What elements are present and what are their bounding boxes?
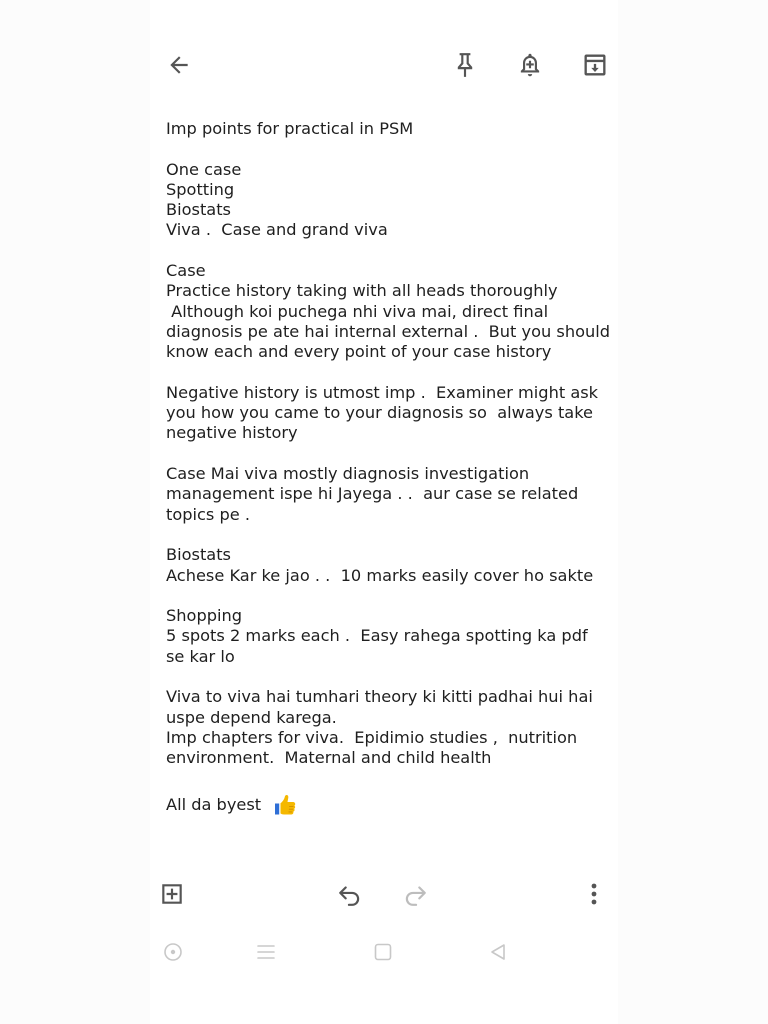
undo-icon [337, 881, 363, 907]
circle-dot-icon [163, 942, 183, 962]
note-line [166, 444, 612, 464]
note-line: Achese Kar ke jao . . 10 marks easily cover ho sakte [166, 565, 594, 585]
note-line [166, 667, 612, 687]
menu-lines-icon [256, 943, 276, 961]
note-line: know each and every point of your case history [166, 342, 552, 362]
recents-nav-button[interactable] [254, 940, 278, 964]
note-line [166, 769, 612, 789]
note-line: negative history [166, 423, 298, 443]
note-line: Viva . Case and grand viva [166, 220, 388, 240]
arrow-left-icon [166, 52, 192, 78]
archive-button[interactable] [578, 48, 612, 82]
note-line [166, 241, 612, 261]
bell-plus-icon [517, 51, 543, 79]
note-line: uspe depend karega. [166, 707, 337, 727]
more-vertical-icon [590, 881, 598, 907]
note-line: Case Mai viva mostly diagnosis investigation [166, 464, 530, 484]
note-content[interactable] [166, 119, 612, 818]
home-nav-button[interactable] [371, 940, 395, 964]
note-line: One case [166, 159, 242, 179]
note-line: Viva to viva hai tumhari theory ki kitti padhai hui hai [166, 687, 593, 707]
redo-icon [402, 881, 428, 907]
back-nav-button[interactable] [486, 940, 510, 964]
note-line [166, 363, 612, 383]
note-line: topics pe . [166, 504, 251, 524]
thumbs-up-icon [272, 792, 298, 818]
note-line [166, 586, 612, 606]
pin-icon [452, 51, 478, 79]
assistant-nav-button[interactable] [161, 940, 185, 964]
redo-button[interactable] [400, 879, 430, 909]
note-line: you how you came to your diagnosis so always take [166, 403, 593, 423]
note-line: Imp points for practical in PSM [166, 119, 414, 138]
note-line: Biostats [166, 200, 231, 220]
note-line: environment. Maternal and child health [166, 748, 492, 768]
more-options-button[interactable] [580, 879, 608, 909]
note-line: diagnosis pe ate hai internal external . But you should [166, 321, 611, 341]
add-content-button[interactable] [157, 879, 187, 909]
note-line: Negative history is utmost imp . Examiner might ask [166, 382, 599, 402]
triangle-back-icon [488, 942, 508, 962]
note-line [166, 139, 612, 159]
archive-down-icon [581, 51, 609, 79]
reminder-button[interactable] [513, 48, 547, 82]
note-line [166, 525, 612, 545]
back-button[interactable] [162, 48, 196, 82]
add-box-icon [159, 881, 185, 907]
note-line: se kar lo [166, 646, 235, 666]
note-line: Spotting [166, 179, 235, 199]
note-line: Shopping [166, 606, 243, 626]
note-line: management ispe hi Jayega . . aur case se related [166, 484, 579, 504]
note-line: Although koi puchega nhi viva mai, direct final [166, 301, 549, 321]
note-line: Imp chapters for viva. Epidimio studies , nutrition [166, 727, 578, 747]
note-line: 5 spots 2 marks each . Easy rahega spotting ka pdf [166, 626, 588, 646]
note-line: Case [166, 261, 206, 281]
closing-text: All da byest [166, 794, 267, 814]
pin-button[interactable] [449, 48, 481, 82]
note-line: Biostats [166, 545, 231, 565]
square-home-icon [373, 942, 393, 962]
note-line: Practice history taking with all heads thoroughly [166, 281, 558, 301]
closing-line [166, 792, 612, 818]
undo-button[interactable] [335, 879, 365, 909]
